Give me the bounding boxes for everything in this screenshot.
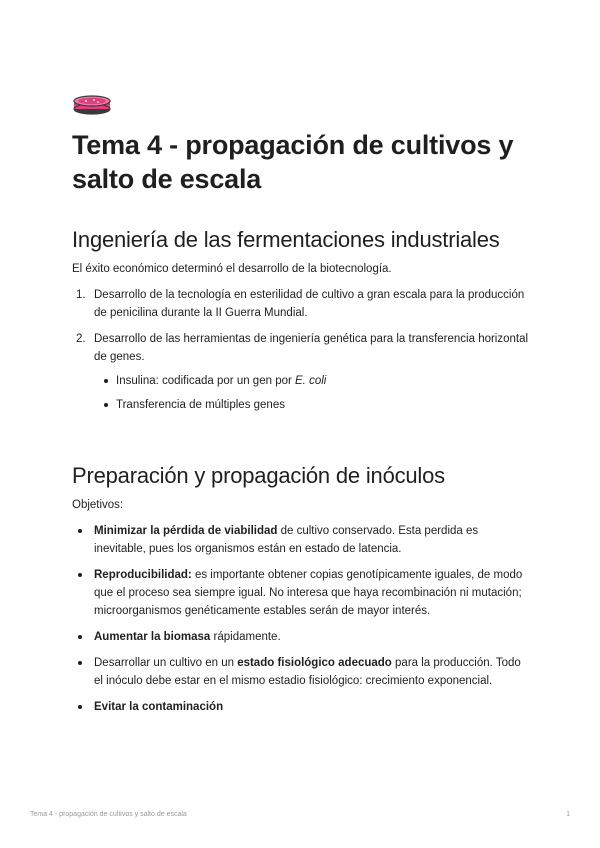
section-intro: El éxito económico determinó el desarrollo de la biotecnología. <box>72 263 392 275</box>
list-number: 1. <box>76 289 86 301</box>
bullet-icon <box>78 635 82 639</box>
page-number: 1 <box>566 811 570 818</box>
section-fermentaciones <box>72 226 532 414</box>
list-item-bold: Reproducibilidad: <box>94 569 192 581</box>
list-item-text: para la producción. Todo el inóculo debe estar en el mismo estadio fisiológico: crecimiento exponencial. <box>94 657 521 687</box>
footer-title: Tema 4 - propagación de cultivos y salto de escala <box>30 811 187 818</box>
list-item-text: es importante obtener copias genotípicamente iguales, de modo que el proceso sea siempre igual. No interesa que haya recombinación ni mutación; microorganismos genéticamente estables serán de mayor interés. <box>94 569 523 617</box>
section-intro: Objetivos: <box>72 499 124 511</box>
list-item-text: de cultivo conservado. Esta perdida es inevitable, pues los organismos están en estado de latencia. <box>94 525 479 555</box>
list-item <box>72 522 532 558</box>
section-inoculos <box>72 462 532 716</box>
sub-item-text: Insulina: codificada por un gen por <box>116 375 296 387</box>
list-item-text: Desarrollo de las herramientas de ingeniería genética para la transferencia horizontal de genes. <box>94 333 529 363</box>
page-title: Tema 4 - propagación de cultivos y salto de escala <box>72 130 514 194</box>
bullet-icon <box>78 573 82 577</box>
list-item-bold: Minimizar la pérdida de viabilidad <box>94 525 278 537</box>
list-item-text: rápidamente. <box>210 631 281 643</box>
list-item-text: Desarrollo de la tecnología en esterilidad de cultivo a gran escala para la producción de penicilina durante la II Guerra Mundial. <box>94 289 525 319</box>
list-item <box>72 286 532 322</box>
sub-list <box>94 372 532 414</box>
list-item-bold: estado fisiológico adecuado <box>237 657 392 669</box>
list-item-bold: Aumentar la biomasa <box>94 631 211 643</box>
list-item <box>72 628 532 646</box>
list-item-text: Desarrollar un cultivo en un <box>94 657 238 669</box>
sub-list-item <box>94 396 532 414</box>
list-number: 2. <box>76 333 86 345</box>
bullet-list <box>72 522 532 716</box>
sub-list-item <box>94 372 532 390</box>
sub-item-text: Transferencia de múltiples genes <box>116 399 285 411</box>
page-footer <box>30 811 570 818</box>
list-item-bold: Evitar la contaminación <box>94 701 224 713</box>
list-item <box>72 698 532 716</box>
bullet-icon <box>104 379 108 383</box>
section-heading: Ingeniería de las fermentaciones industriales <box>72 227 500 252</box>
bullet-icon <box>78 705 82 709</box>
bullet-icon <box>78 661 82 665</box>
list-item <box>72 654 532 690</box>
list-item <box>72 566 532 620</box>
numbered-list <box>72 286 532 414</box>
bullet-icon <box>78 529 82 533</box>
section-heading: Preparación y propagación de inóculos <box>72 463 445 488</box>
petri-dish-icon <box>72 92 112 116</box>
list-item <box>72 330 532 414</box>
sub-item-italic: E. coli <box>295 375 327 387</box>
bullet-icon <box>104 403 108 407</box>
